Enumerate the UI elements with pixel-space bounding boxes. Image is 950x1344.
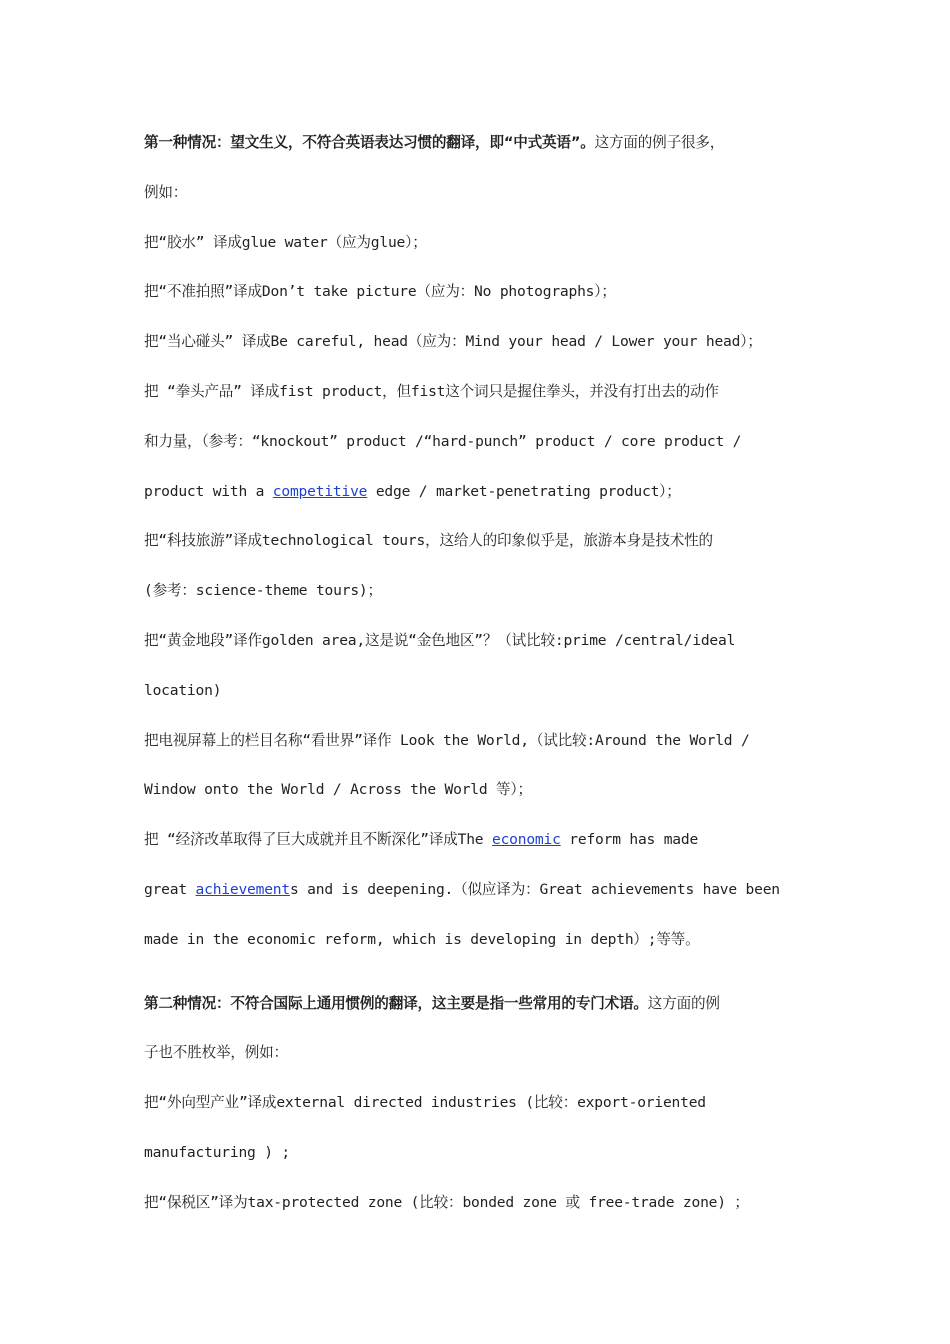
example-line: manufacturing ) ;	[144, 1143, 290, 1161]
example-line: 把“不准拍照”译成Don’t take picture（应为：No photographs）；	[144, 283, 616, 301]
economic-link[interactable]: economic	[491, 831, 561, 849]
example-line	[144, 467, 824, 517]
example-line: 把“保税区”译为tax-protected zone (比较：bonded zone 或 free-trade zone) ；	[144, 1193, 749, 1211]
achievement-link[interactable]: achievement	[195, 880, 290, 898]
example-line: Window onto the World / Across the World 等）；	[144, 781, 532, 799]
example-line: 把“黄金地段”译作golden area,这是说“金色地区”？（试比较:prime /central/ideal	[144, 631, 736, 649]
document-page	[144, 118, 824, 1228]
example-line: 把电视屏幕上的栏目名称“看世界”译作 Look the World,（试比较:Around the World /	[144, 731, 750, 749]
example-line: location)	[144, 681, 222, 699]
section1-heading: 第一种情况：望文生义，不符合英语表达习惯的翻译，即“中式英语”。	[144, 134, 595, 151]
section2-intro-cont: 子也不胜枚举，例如：	[144, 1044, 288, 1062]
section1-heading-line	[144, 118, 824, 168]
text-fragment: 把 “经济改革取得了巨大成就并且不断深化”译成The	[144, 831, 492, 849]
text-fragment: great	[144, 880, 196, 898]
example-line: (参考：science-theme tours)；	[144, 582, 382, 600]
example-line: made in the economic reform, which is developing in depth）;等等。	[144, 930, 700, 948]
example-line	[144, 815, 824, 865]
competitive-link[interactable]: competitive	[272, 482, 368, 500]
example-line	[144, 865, 824, 915]
example-line: 把“科技旅游”译成technological tours，这给人的印象似乎是，旅游本身是技术性的	[144, 532, 713, 550]
text-fragment: s and is deepening.（似应译为：Great achievements have been	[289, 880, 780, 898]
example-line: 把 “拳头产品” 译成fist product，但fist这个词只是握住拳头，并没有打出去的动作	[144, 382, 719, 400]
text-fragment: reform has made	[560, 831, 699, 849]
example-line: 把“外向型产业”译成external directed industries (比较：export-oriented	[144, 1094, 706, 1112]
section2-heading-line	[144, 979, 824, 1029]
section2-intro: 这方面的例	[647, 994, 720, 1012]
section1-intro-cont: 例如：	[144, 183, 188, 201]
text-fragment: product with a	[144, 482, 273, 500]
example-line: 把“当心碰头” 译成Be careful, head（应为：Mind your head / Lower your head）；	[144, 333, 762, 351]
example-line: 把“胶水” 译成glue water（应为glue）；	[144, 233, 427, 251]
section2-heading: 第二种情况：不符合国际上通用惯例的翻译，这主要是指一些常用的专门术语。	[144, 994, 648, 1012]
section1-intro: 这方面的例子很多，	[594, 134, 725, 151]
text-fragment: edge / market-penetrating product）；	[367, 482, 681, 500]
example-line: 和力量，（参考：“knockout” product /“hard-punch” product / core product /	[144, 432, 742, 450]
